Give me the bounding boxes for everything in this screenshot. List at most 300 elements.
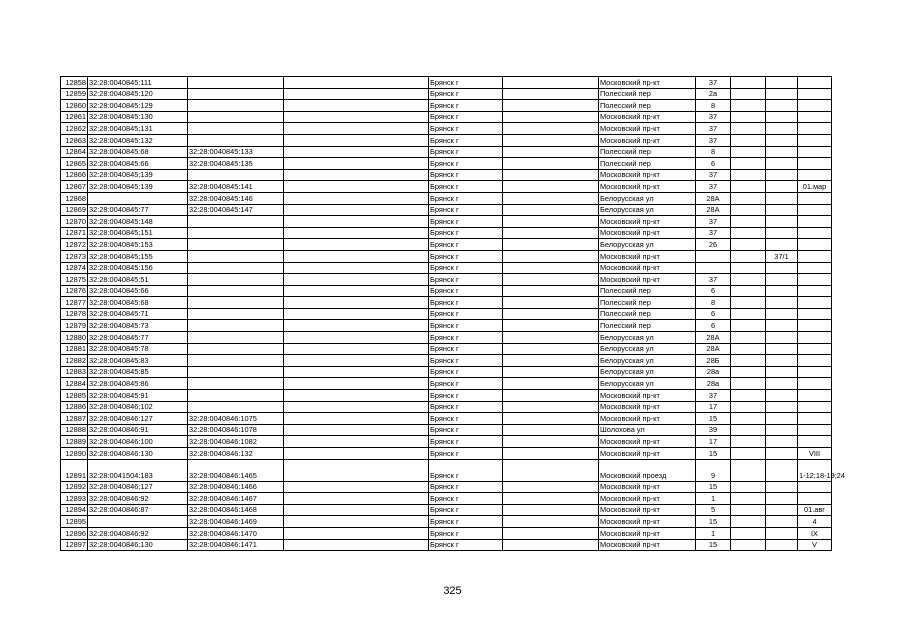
cell-cadastral-number: 32:28:0040846:87 xyxy=(88,504,188,516)
cell-empty-col-2 xyxy=(503,401,599,413)
table-row xyxy=(61,181,832,193)
cell-cadastral-number: 32:28:0040845:131 xyxy=(88,123,188,135)
cell-building xyxy=(731,527,766,539)
cell-house-number: 37 xyxy=(696,169,731,181)
cell-house-number: 37 xyxy=(696,274,731,286)
cell-apartment xyxy=(798,88,832,100)
cell-apartment xyxy=(798,332,832,344)
cell-city: Брянск г xyxy=(429,169,503,181)
cell-structure xyxy=(766,146,798,158)
cell-street: Московский пр-кт xyxy=(599,262,696,274)
cell-cadastral-number: 32:28:0040846:102 xyxy=(88,401,188,413)
table-row xyxy=(61,262,832,274)
cell-new-cadastral-number xyxy=(188,77,284,89)
cell-structure xyxy=(766,134,798,146)
cell-house-number: 26 xyxy=(696,239,731,251)
cell-empty-col-2 xyxy=(503,285,599,297)
cell-empty-col xyxy=(284,355,429,367)
cell-city: Брянск г xyxy=(429,204,503,216)
cell-house-number: 37 xyxy=(696,134,731,146)
table-row xyxy=(61,123,832,135)
cell-structure xyxy=(766,343,798,355)
cell-structure xyxy=(766,274,798,286)
table-row xyxy=(61,239,832,251)
cell-new-cadastral-number xyxy=(188,227,284,239)
cell-house-number: 1 xyxy=(696,493,731,505)
cell-empty-col xyxy=(284,308,429,320)
cell-house-number: 6 xyxy=(696,308,731,320)
cell-new-cadastral-number: 32:28:0040845:141 xyxy=(188,181,284,193)
cell-city: Брянск г xyxy=(429,320,503,332)
cell-cadastral-number: 32:28:0041504:183 xyxy=(88,459,188,481)
cell-building xyxy=(731,481,766,493)
cell-empty-col-2 xyxy=(503,274,599,286)
cell-structure xyxy=(766,366,798,378)
cell-cadastral-number: 32:28:0040846:127 xyxy=(88,413,188,425)
cell-apartment xyxy=(798,250,832,262)
cell-empty-col xyxy=(284,401,429,413)
cell-new-cadastral-number xyxy=(188,274,284,286)
cell-house-number: 1 xyxy=(696,527,731,539)
cell-structure xyxy=(766,436,798,448)
cell-new-cadastral-number xyxy=(188,297,284,309)
cell-row-number: 12879 xyxy=(61,320,88,332)
table-row xyxy=(61,424,832,436)
cell-empty-col-2 xyxy=(503,297,599,309)
cell-row-number: 12865 xyxy=(61,158,88,170)
cell-empty-col-2 xyxy=(503,343,599,355)
cell-row-number: 12867 xyxy=(61,181,88,193)
cell-apartment xyxy=(798,297,832,309)
cell-empty-col-2 xyxy=(503,413,599,425)
cell-row-number: 12861 xyxy=(61,111,88,123)
cell-cadastral-number: 32:28:0040845:77 xyxy=(88,332,188,344)
cell-apartment xyxy=(798,285,832,297)
table-row xyxy=(61,539,832,551)
cell-city: Брянск г xyxy=(429,158,503,170)
cell-city: Брянск г xyxy=(429,539,503,551)
cell-street: Белорусская ул xyxy=(599,239,696,251)
cell-cadastral-number: 32:28:0040845:153 xyxy=(88,239,188,251)
cell-building xyxy=(731,123,766,135)
cell-house-number: 37 xyxy=(696,216,731,228)
cell-street: Московский пр-кт xyxy=(599,274,696,286)
cell-building xyxy=(731,204,766,216)
cell-house-number: 37 xyxy=(696,123,731,135)
table-row xyxy=(61,308,832,320)
cell-structure xyxy=(766,111,798,123)
cell-empty-col-2 xyxy=(503,527,599,539)
cell-empty-col xyxy=(284,413,429,425)
cell-city: Брянск г xyxy=(429,424,503,436)
cell-building xyxy=(731,216,766,228)
cell-new-cadastral-number xyxy=(188,250,284,262)
cell-street: Полесский пер xyxy=(599,320,696,332)
cell-building xyxy=(731,390,766,402)
cell-apartment xyxy=(798,158,832,170)
cell-apartment xyxy=(798,355,832,367)
cell-building xyxy=(731,320,766,332)
cell-city: Брянск г xyxy=(429,378,503,390)
cell-building xyxy=(731,401,766,413)
cell-empty-col-2 xyxy=(503,146,599,158)
table-row xyxy=(61,401,832,413)
cell-apartment xyxy=(798,401,832,413)
cell-empty-col-2 xyxy=(503,366,599,378)
table-row xyxy=(61,204,832,216)
cell-empty-col xyxy=(284,459,429,481)
cell-cadastral-number: 32:28:0040845:73 xyxy=(88,320,188,332)
register-table xyxy=(60,76,846,551)
table-row xyxy=(61,390,832,402)
cell-city: Брянск г xyxy=(429,401,503,413)
cell-new-cadastral-number xyxy=(188,308,284,320)
cell-row-number: 12885 xyxy=(61,390,88,402)
cell-cadastral-number: 32:28:0040845:155 xyxy=(88,250,188,262)
cell-structure xyxy=(766,308,798,320)
cell-house-number: 6 xyxy=(696,320,731,332)
cell-empty-col xyxy=(284,146,429,158)
cell-empty-col-2 xyxy=(503,239,599,251)
cell-house-number: 17 xyxy=(696,401,731,413)
cell-street: Московский пр-кт xyxy=(599,448,696,460)
cell-new-cadastral-number xyxy=(188,378,284,390)
table-row xyxy=(61,111,832,123)
cell-building xyxy=(731,77,766,89)
cell-building xyxy=(731,448,766,460)
cell-row-number: 12862 xyxy=(61,123,88,135)
cell-street: Московский пр-кт xyxy=(599,504,696,516)
cell-row-number: 12872 xyxy=(61,239,88,251)
cell-cadastral-number: 32:28:0040845:77 xyxy=(88,204,188,216)
cell-street: Московский пр-кт xyxy=(599,516,696,528)
cell-empty-col xyxy=(284,158,429,170)
cell-empty-col xyxy=(284,343,429,355)
cell-empty-col-2 xyxy=(503,262,599,274)
cell-new-cadastral-number: 32:28:0040846:1466 xyxy=(188,481,284,493)
cell-empty-col xyxy=(284,448,429,460)
cell-cadastral-number: 32:28:0040845:139 xyxy=(88,169,188,181)
cell-house-number: 37 xyxy=(696,111,731,123)
cell-cadastral-number: 32:28:0040846:130 xyxy=(88,539,188,551)
cell-structure xyxy=(766,320,798,332)
cell-row-number: 12869 xyxy=(61,204,88,216)
cell-new-cadastral-number: 32:28:0040846:1471 xyxy=(188,539,284,551)
cell-cadastral-number: 32:28:0040846:130 xyxy=(88,448,188,460)
cell-building xyxy=(731,332,766,344)
cell-apartment xyxy=(798,390,832,402)
cell-street: Московский пр-кт xyxy=(599,169,696,181)
cell-building xyxy=(731,181,766,193)
cell-city: Брянск г xyxy=(429,448,503,460)
cell-empty-col xyxy=(284,493,429,505)
cell-row-number: 12890 xyxy=(61,448,88,460)
cell-new-cadastral-number: 32:28:0040846:1465 xyxy=(188,459,284,481)
cell-building xyxy=(731,134,766,146)
cell-building xyxy=(731,493,766,505)
cell-building xyxy=(731,504,766,516)
cell-empty-col xyxy=(284,504,429,516)
cell-city: Брянск г xyxy=(429,493,503,505)
cell-cadastral-number: 32:28:0040846:92 xyxy=(88,493,188,505)
cell-row-number: 12897 xyxy=(61,539,88,551)
cell-apartment xyxy=(798,274,832,286)
cell-house-number: 6 xyxy=(696,158,731,170)
cell-apartment xyxy=(798,227,832,239)
cell-street: Московский пр-кт xyxy=(599,227,696,239)
cell-street: Московский пр-кт xyxy=(599,527,696,539)
cell-row-number: 12864 xyxy=(61,146,88,158)
cell-city: Брянск г xyxy=(429,227,503,239)
cell-empty-col-2 xyxy=(503,378,599,390)
cell-row-number: 12866 xyxy=(61,169,88,181)
table-row xyxy=(61,77,832,89)
cell-city: Брянск г xyxy=(429,250,503,262)
cell-city: Брянск г xyxy=(429,504,503,516)
cell-new-cadastral-number: 32:28:0040846:1082 xyxy=(188,436,284,448)
cell-house-number: 15 xyxy=(696,481,731,493)
cell-empty-col-2 xyxy=(503,181,599,193)
table-row xyxy=(61,355,832,367)
cell-city: Брянск г xyxy=(429,285,503,297)
cell-cadastral-number: 32:28:0040846:100 xyxy=(88,436,188,448)
cell-house-number: 28а xyxy=(696,366,731,378)
cell-apartment: V xyxy=(798,539,832,551)
cell-new-cadastral-number xyxy=(188,123,284,135)
cell-new-cadastral-number xyxy=(188,216,284,228)
cell-row-number: 12881 xyxy=(61,343,88,355)
cell-empty-col xyxy=(284,111,429,123)
cell-empty-col xyxy=(284,169,429,181)
cell-street: Московский пр-кт xyxy=(599,181,696,193)
cell-street: Московский проезд xyxy=(599,459,696,481)
cell-cadastral-number: 32:28:0040846:91 xyxy=(88,424,188,436)
cell-new-cadastral-number xyxy=(188,401,284,413)
cell-new-cadastral-number: 32:28:0040846:132 xyxy=(188,448,284,460)
table-row xyxy=(61,100,832,112)
cell-cadastral-number: 32:28:0040845:132 xyxy=(88,134,188,146)
cell-empty-col xyxy=(284,332,429,344)
cell-structure xyxy=(766,169,798,181)
cell-city: Брянск г xyxy=(429,481,503,493)
cell-empty-col-2 xyxy=(503,390,599,402)
cell-empty-col xyxy=(284,216,429,228)
cell-street: Белорусская ул xyxy=(599,366,696,378)
cell-house-number: 15 xyxy=(696,539,731,551)
cell-empty-col-2 xyxy=(503,134,599,146)
table-row xyxy=(61,448,832,460)
table-row xyxy=(61,192,832,204)
cell-street: Московский пр-кт xyxy=(599,413,696,425)
cell-apartment xyxy=(798,169,832,181)
cell-new-cadastral-number: 32:28:0040846:1469 xyxy=(188,516,284,528)
cell-city: Брянск г xyxy=(429,146,503,158)
cell-street: Московский пр-кт xyxy=(599,539,696,551)
cell-street: Московский пр-кт xyxy=(599,493,696,505)
cell-cadastral-number xyxy=(88,192,188,204)
cell-street: Московский пр-кт xyxy=(599,401,696,413)
table-row xyxy=(61,169,832,181)
cell-house-number: 28Б xyxy=(696,355,731,367)
cell-apartment: 01.авг xyxy=(798,504,832,516)
cell-house-number: 8 xyxy=(696,146,731,158)
cell-new-cadastral-number xyxy=(188,332,284,344)
cell-house-number: 15 xyxy=(696,448,731,460)
cell-city: Брянск г xyxy=(429,332,503,344)
cell-new-cadastral-number: 32:28:0040845:147 xyxy=(188,204,284,216)
cell-city: Брянск г xyxy=(429,134,503,146)
cell-empty-col-2 xyxy=(503,111,599,123)
cell-cadastral-number: 32:28:0040845:78 xyxy=(88,343,188,355)
cell-new-cadastral-number xyxy=(188,169,284,181)
cell-city: Брянск г xyxy=(429,262,503,274)
cell-empty-col xyxy=(284,77,429,89)
cell-structure xyxy=(766,504,798,516)
cell-row-number: 12884 xyxy=(61,378,88,390)
cell-empty-col xyxy=(284,100,429,112)
cell-apartment xyxy=(798,262,832,274)
cell-new-cadastral-number: 32:28:0040846:1468 xyxy=(188,504,284,516)
cell-apartment xyxy=(798,216,832,228)
table-row xyxy=(61,459,832,481)
cell-new-cadastral-number: 32:28:0040845:133 xyxy=(188,146,284,158)
cell-empty-col xyxy=(284,134,429,146)
cell-house-number: 8 xyxy=(696,297,731,309)
cell-structure: 37/1 xyxy=(766,250,798,262)
cell-row-number: 12891 xyxy=(61,459,88,481)
cell-empty-col-2 xyxy=(503,436,599,448)
table-row xyxy=(61,366,832,378)
cell-structure xyxy=(766,123,798,135)
page-number: 325 xyxy=(443,585,462,597)
cell-empty-col-2 xyxy=(503,320,599,332)
cell-city: Брянск г xyxy=(429,216,503,228)
cell-empty-col-2 xyxy=(503,355,599,367)
cell-structure xyxy=(766,459,798,481)
cell-street: Полесский пер xyxy=(599,297,696,309)
table-row xyxy=(61,285,832,297)
cell-empty-col-2 xyxy=(503,227,599,239)
table-row xyxy=(61,216,832,228)
cell-cadastral-number: 32:28:0040845:91 xyxy=(88,390,188,402)
cell-street: Московский пр-кт xyxy=(599,134,696,146)
cell-apartment xyxy=(798,343,832,355)
cell-row-number: 12895 xyxy=(61,516,88,528)
cell-new-cadastral-number xyxy=(188,390,284,402)
cell-street: Полесский пер xyxy=(599,88,696,100)
cell-building xyxy=(731,516,766,528)
cell-street: Московский пр-кт xyxy=(599,123,696,135)
cell-new-cadastral-number xyxy=(188,366,284,378)
cell-structure xyxy=(766,297,798,309)
cell-row-number: 12886 xyxy=(61,401,88,413)
table-row xyxy=(61,250,832,262)
cell-building xyxy=(731,100,766,112)
cell-building xyxy=(731,146,766,158)
cell-street: Полесский пер xyxy=(599,285,696,297)
cell-row-number: 12882 xyxy=(61,355,88,367)
cell-apartment xyxy=(798,424,832,436)
cell-apartment: VIII xyxy=(798,448,832,460)
cell-row-number: 12876 xyxy=(61,285,88,297)
cell-empty-col-2 xyxy=(503,332,599,344)
cell-building xyxy=(731,285,766,297)
cell-row-number: 12878 xyxy=(61,308,88,320)
cell-row-number: 12889 xyxy=(61,436,88,448)
cell-structure xyxy=(766,390,798,402)
cell-new-cadastral-number: 32:28:0040846:1078 xyxy=(188,424,284,436)
cell-structure xyxy=(766,332,798,344)
cell-house-number: 2а xyxy=(696,88,731,100)
cell-structure xyxy=(766,401,798,413)
cell-row-number: 12877 xyxy=(61,297,88,309)
cell-apartment xyxy=(798,493,832,505)
cell-city: Брянск г xyxy=(429,343,503,355)
cell-apartment xyxy=(798,146,832,158)
cell-structure xyxy=(766,448,798,460)
cell-structure xyxy=(766,158,798,170)
cell-apartment xyxy=(798,100,832,112)
cell-apartment xyxy=(798,123,832,135)
table-row xyxy=(61,493,832,505)
cell-new-cadastral-number xyxy=(188,320,284,332)
cell-row-number: 12873 xyxy=(61,250,88,262)
cell-structure xyxy=(766,527,798,539)
cell-house-number: 15 xyxy=(696,516,731,528)
cell-apartment xyxy=(798,204,832,216)
cell-row-number: 12860 xyxy=(61,100,88,112)
cell-empty-col xyxy=(284,390,429,402)
cell-empty-col-2 xyxy=(503,481,599,493)
cell-structure xyxy=(766,413,798,425)
cell-building xyxy=(731,413,766,425)
cell-structure xyxy=(766,204,798,216)
cell-apartment xyxy=(798,378,832,390)
cell-new-cadastral-number xyxy=(188,285,284,297)
cell-empty-col-2 xyxy=(503,216,599,228)
cell-new-cadastral-number: 32:28:0040845:135 xyxy=(188,158,284,170)
cell-cadastral-number: 32:28:0040845:148 xyxy=(88,216,188,228)
cell-empty-col xyxy=(284,285,429,297)
cell-new-cadastral-number xyxy=(188,100,284,112)
cell-cadastral-number: 32:28:0040845:111 xyxy=(88,77,188,89)
cell-city: Брянск г xyxy=(429,100,503,112)
cell-empty-col-2 xyxy=(503,77,599,89)
cell-city: Брянск г xyxy=(429,308,503,320)
cell-cadastral-number: 32:28:0040845:120 xyxy=(88,88,188,100)
cell-cadastral-number: 32:28:0040845:156 xyxy=(88,262,188,274)
cell-apartment xyxy=(798,481,832,493)
cell-empty-col xyxy=(284,227,429,239)
cell-structure xyxy=(766,378,798,390)
cell-row-number: 12858 xyxy=(61,77,88,89)
cell-empty-col xyxy=(284,88,429,100)
cell-city: Брянск г xyxy=(429,527,503,539)
cell-house-number xyxy=(696,250,731,262)
cell-building xyxy=(731,262,766,274)
cell-house-number: 28А xyxy=(696,332,731,344)
cell-empty-col xyxy=(284,378,429,390)
cell-apartment xyxy=(798,320,832,332)
cell-building xyxy=(731,158,766,170)
cell-row-number: 12880 xyxy=(61,332,88,344)
cell-apartment xyxy=(798,134,832,146)
table-row xyxy=(61,332,832,344)
cell-street: Московский пр-кт xyxy=(599,77,696,89)
cell-empty-col-2 xyxy=(503,158,599,170)
cell-apartment xyxy=(798,413,832,425)
cell-cadastral-number: 32:28:0040845:130 xyxy=(88,111,188,123)
